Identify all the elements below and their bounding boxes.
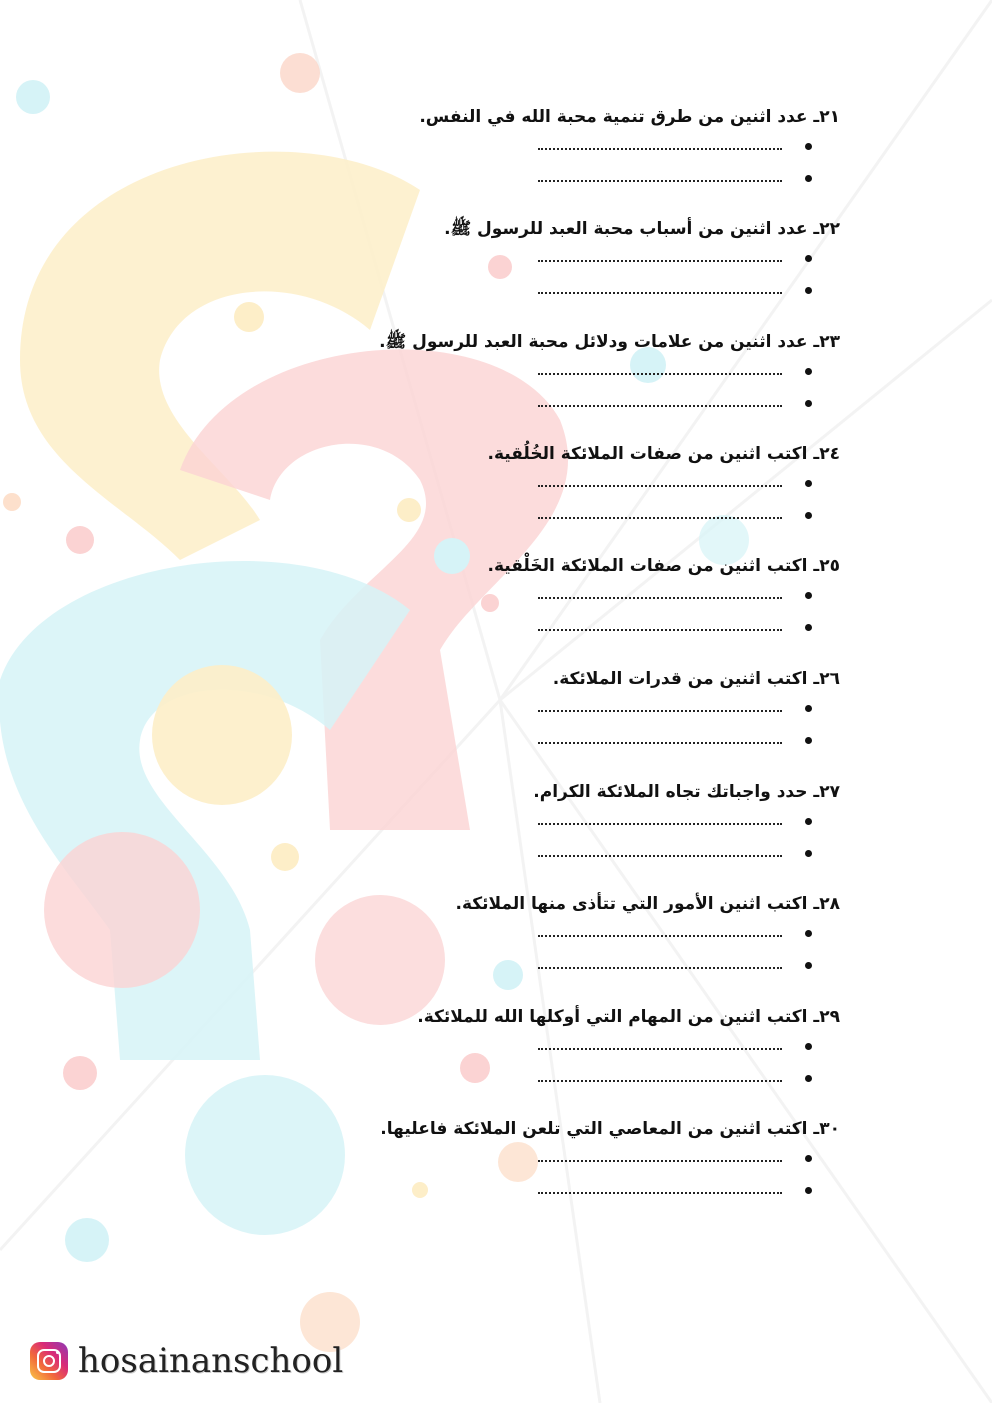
question-23: [320, 329, 840, 419]
answer-line[interactable]: [320, 579, 840, 611]
brand-footer[interactable]: [30, 1339, 343, 1383]
dotted-line: [538, 180, 782, 182]
dotted-line: [538, 1048, 782, 1050]
dotted-line: [538, 1080, 782, 1082]
question-25: [320, 553, 840, 643]
bullet-icon: [805, 287, 812, 294]
question-text: ٢٩ـ اكتب اثنين من المهام التي أوكلها الله للملائكة.: [417, 1007, 840, 1027]
dotted-line: [538, 260, 782, 262]
question-text: ٢٦ـ اكتب اثنين من قدرات الملائكة.: [552, 669, 840, 689]
dotted-line: [538, 1192, 782, 1194]
dotted-line: [538, 823, 782, 825]
answer-line[interactable]: [320, 1030, 840, 1062]
question-text: ٢٢ـ عدد اثنين من أسباب محبة العبد للرسول ﷺ.: [444, 219, 840, 239]
bullet-icon: [805, 1043, 812, 1050]
question-22: [320, 216, 840, 306]
dotted-line: [538, 292, 782, 294]
question-30: [320, 1116, 840, 1206]
question-29: [320, 1004, 840, 1094]
bullet-icon: [805, 1187, 812, 1194]
instagram-dot: [56, 1351, 59, 1354]
answer-line[interactable]: [320, 355, 840, 387]
question-28: [320, 891, 840, 981]
bullet-icon: [805, 818, 812, 825]
bullet-icon: [805, 705, 812, 712]
dotted-line: [538, 373, 782, 375]
brand-name: hosainanschool: [78, 1341, 344, 1381]
dotted-line: [538, 855, 782, 857]
answer-line[interactable]: [320, 162, 840, 194]
question-24: [320, 441, 840, 531]
answer-line[interactable]: [320, 611, 840, 643]
bullet-icon: [805, 512, 812, 519]
dotted-line: [538, 517, 782, 519]
answer-line[interactable]: [320, 387, 840, 419]
bullet-icon: [805, 400, 812, 407]
question-text: ٢٤ـ اكتب اثنين من صفات الملائكة الخُلُقية.: [487, 444, 840, 464]
answer-line[interactable]: [320, 917, 840, 949]
dotted-line: [538, 1160, 782, 1162]
bullet-icon: [805, 143, 812, 150]
question-27: [320, 779, 840, 869]
dotted-line: [538, 148, 782, 150]
bullet-icon: [805, 175, 812, 182]
answer-line[interactable]: [320, 805, 840, 837]
question-text: ٢٨ـ اكتب اثنين الأمور التي تتأذى منها الملائكة.: [455, 894, 840, 914]
answer-line[interactable]: [320, 130, 840, 162]
bullet-icon: [805, 1075, 812, 1082]
answer-line[interactable]: [320, 724, 840, 756]
dotted-line: [538, 935, 782, 937]
dotted-line: [538, 485, 782, 487]
dotted-line: [538, 629, 782, 631]
dotted-line: [538, 597, 782, 599]
answer-line[interactable]: [320, 1062, 840, 1094]
bullet-icon: [805, 480, 812, 487]
instagram-icon: [30, 1342, 68, 1380]
answer-line[interactable]: [320, 692, 840, 724]
answer-line[interactable]: [320, 242, 840, 274]
answer-line[interactable]: [320, 499, 840, 531]
bullet-icon: [805, 1155, 812, 1162]
question-26: [320, 666, 840, 756]
dotted-line: [538, 405, 782, 407]
answer-line[interactable]: [320, 274, 840, 306]
question-text: ٢٣ـ عدد اثنين من علامات ودلائل محبة العبد للرسول ﷺ.: [379, 332, 840, 352]
question-text: ٣٠ـ اكتب اثنين من المعاصي التي تلعن الملائكة فاعليها.: [380, 1119, 840, 1139]
bullet-icon: [805, 255, 812, 262]
answer-line[interactable]: [320, 467, 840, 499]
bullet-icon: [805, 592, 812, 599]
answer-line[interactable]: [320, 1174, 840, 1206]
bullet-icon: [805, 368, 812, 375]
answer-line[interactable]: [320, 837, 840, 869]
bullet-icon: [805, 737, 812, 744]
bullet-icon: [805, 930, 812, 937]
bullet-icon: [805, 850, 812, 857]
question-21: [320, 104, 840, 194]
question-text: ٢١ـ عدد اثنين من طرق تنمية محبة الله في النفس.: [419, 107, 840, 127]
bullet-icon: [805, 962, 812, 969]
instagram-lens: [43, 1355, 55, 1367]
dotted-line: [538, 710, 782, 712]
question-text: ٢٧ـ حدد واجباتك تجاه الملائكة الكرام.: [533, 782, 840, 802]
bullet-icon: [805, 624, 812, 631]
dotted-line: [538, 967, 782, 969]
answer-line[interactable]: [320, 949, 840, 981]
dotted-line: [538, 742, 782, 744]
question-text: ٢٥ـ اكتب اثنين من صفات الملائكة الخَلْقية.: [487, 556, 840, 576]
answer-line[interactable]: [320, 1142, 840, 1174]
